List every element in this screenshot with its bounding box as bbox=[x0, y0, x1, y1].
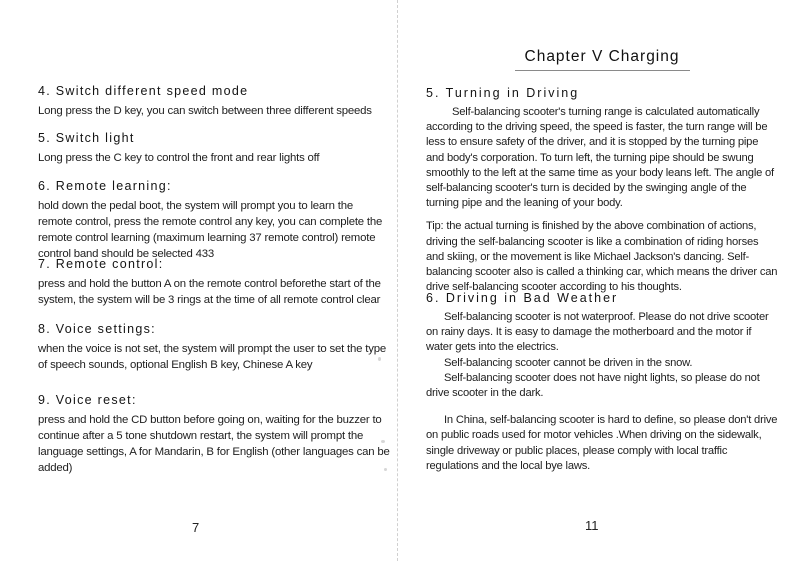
section-driving-bad-weather bbox=[426, 291, 778, 474]
chapter-heading: Chapter V Charging bbox=[515, 48, 690, 71]
section-title: 9. Voice reset: bbox=[38, 393, 137, 407]
section-paragraph: In China, self-balancing scooter is hard to define, so please don't drive on public roads used for motor vehicles .When driving on the sidewalk, single driveway or public places, please comply with local traffic regulations and the local bye laws. bbox=[426, 414, 778, 472]
section-title: 5. Switch light bbox=[38, 131, 135, 145]
book-fold-line bbox=[397, 0, 398, 561]
chapter-heading-wrap bbox=[426, 48, 778, 71]
section-title: 5. Turning in Driving bbox=[426, 86, 580, 100]
section-body: when the voice is not set, the system will prompt the user to set the type of speech sounds, optional English B key, Chinese A key bbox=[38, 343, 386, 371]
section-remote-control bbox=[38, 257, 390, 308]
section-turning-in-driving bbox=[426, 86, 778, 303]
section-switch-speed-mode bbox=[38, 84, 390, 119]
page-number-left: 7 bbox=[192, 520, 200, 535]
section-paragraph: Self-balancing scooter does not have night lights, so please do not drive scooter in the dark. bbox=[426, 371, 760, 400]
section-title: 8. Voice settings: bbox=[38, 322, 156, 336]
section-paragraph: Tip: the actual turning is finished by the above combination of actions, driving the self-balancing scooter is like a combination of riding horses and skiing, or the movement is like Michael Jackson's dancing. Self-balancing scooter also is called a thinking car, which means the driver can drive self-balancing scooter according to his thoughts. bbox=[426, 220, 778, 294]
section-paragraph: Self-balancing scooter's turning range is calculated automatically according to the driving speed, the speed is faster, the turn range will be less to ensure safety of the driver, and it is stopped by the turning pipe and body's corporation. To turn left, the turning pipe should be swung smoothly to the left at the same time as your body leans left. The angle of self-balancing scooter's turn is decided by the swinging angle of the turning pipe and the leaning of your body. bbox=[426, 106, 774, 210]
section-title: 4. Switch different speed mode bbox=[38, 84, 249, 98]
section-body: Long press the C key to control the front and rear lights off bbox=[38, 152, 320, 164]
section-title: 6. Driving in Bad Weather bbox=[426, 291, 619, 305]
section-body: press and hold the button A on the remote control beforethe start of the system, the system will be 3 rings at the time of all remote control clear bbox=[38, 278, 381, 306]
section-switch-light bbox=[38, 131, 390, 166]
page-number-right: 11 bbox=[585, 518, 599, 533]
section-body: Long press the D key, you can switch between three different speeds bbox=[38, 105, 372, 117]
section-voice-reset bbox=[38, 393, 390, 476]
section-title: 6. Remote learning: bbox=[38, 179, 172, 193]
section-paragraph: Self-balancing scooter cannot be driven in the snow. bbox=[444, 356, 693, 369]
section-body: press and hold the CD button before going on, waiting for the buzzer to continue after a 5 tone shutdown restart, the system will prompt the language settings, A for Mandarin, B for English (other languages can be added) bbox=[38, 414, 390, 474]
section-title: 7. Remote control: bbox=[38, 257, 164, 271]
section-remote-learning bbox=[38, 179, 390, 262]
section-body: hold down the pedal boot, the system will prompt you to learn the remote control, press the remote control any key, you can complete the remote control learning (maximum learning 37 remote control) remote control band should be selected 433 bbox=[38, 200, 383, 260]
section-voice-settings bbox=[38, 322, 390, 373]
section-paragraph: Self-balancing scooter is not waterproof. Please do not drive scooter on rainy days. It is easy to damage the motherboard and the motor if water gets into the electrics. bbox=[426, 311, 769, 354]
